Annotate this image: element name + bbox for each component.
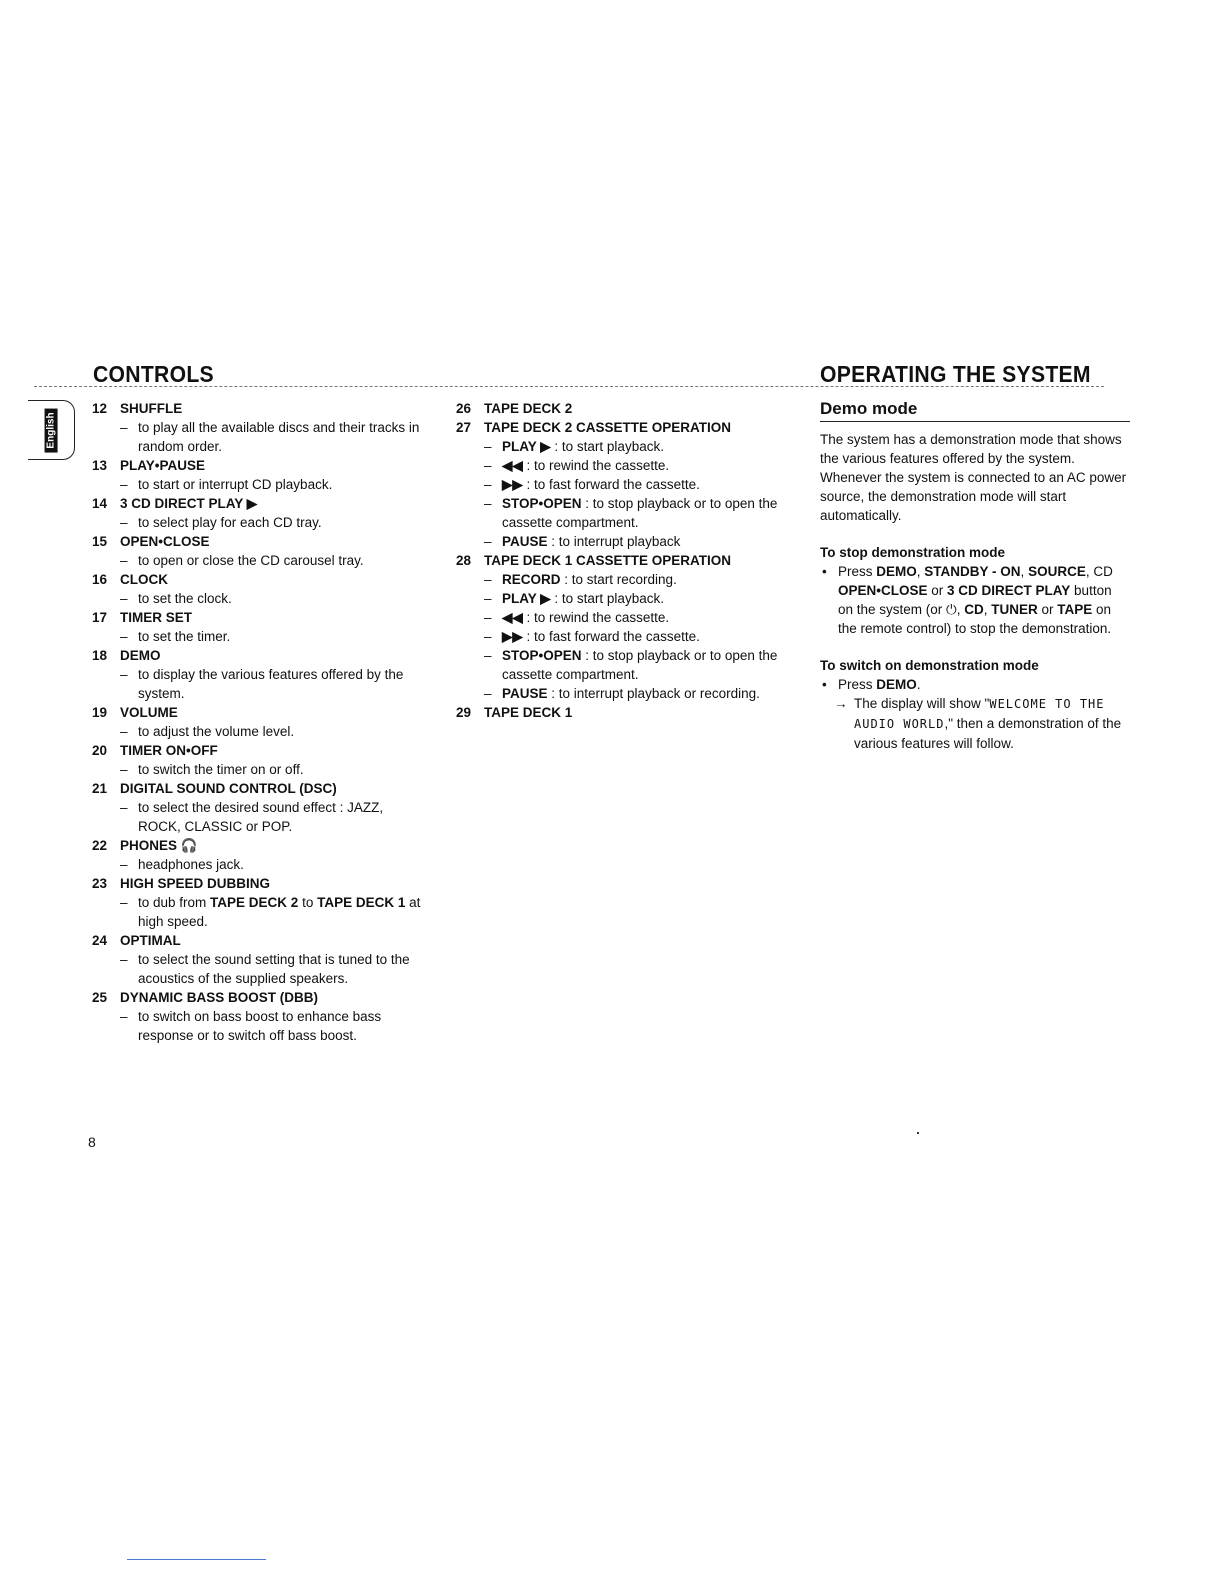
display-result — [820, 694, 1130, 753]
demo-mode-heading: Demo mode — [820, 399, 918, 418]
control-item-24 — [92, 931, 422, 988]
control-item-description: – to set the clock. — [120, 589, 422, 608]
control-item-description: – to set the timer. — [120, 627, 422, 646]
control-item-number: 29 — [456, 705, 472, 720]
control-item-description: – to select the sound setting that is tuned to the acoustics of the supplied speakers. — [120, 950, 422, 988]
control-item-title: TIMER SET — [120, 610, 193, 625]
control-item-title: SHUFFLE — [120, 401, 183, 416]
control-item-title: OPEN•CLOSE — [120, 534, 210, 549]
control-item-16 — [92, 570, 422, 608]
control-item-number: 28 — [456, 553, 472, 568]
control-item-number: 25 — [92, 990, 108, 1005]
control-item-title: PLAY•PAUSE — [120, 458, 206, 473]
control-item-title: DEMO — [120, 648, 161, 663]
control-item-description: – PAUSE : to interrupt playback or recording. — [484, 684, 786, 703]
control-item-description: – PAUSE : to interrupt playback — [484, 532, 786, 551]
control-item-27 — [456, 418, 786, 551]
control-item-number: 22 — [92, 838, 108, 853]
control-item-number: 19 — [92, 705, 108, 720]
control-item-number: 27 — [456, 420, 472, 435]
control-item-number: 17 — [92, 610, 108, 625]
control-item-26 — [456, 399, 786, 418]
control-item-description: – ▶▶ : to fast forward the cassette. — [484, 475, 786, 494]
control-item-number: 20 — [92, 743, 108, 758]
control-item-description: – STOP•OPEN : to stop playback or to open the cassette compartment. — [484, 646, 786, 684]
controls-column-1 — [92, 399, 422, 1045]
operating-title: OPERATING THE SYSTEM — [820, 361, 1091, 387]
control-item-title: 3 CD DIRECT PLAY ▶ — [120, 496, 258, 511]
control-item-23 — [92, 874, 422, 931]
control-item-description: – to switch the timer on or off. — [120, 760, 422, 779]
control-item-title: TAPE DECK 1 CASSETTE OPERATION — [484, 553, 732, 568]
control-item-number: 14 — [92, 496, 108, 511]
control-item-15 — [92, 532, 422, 570]
control-item-number: 23 — [92, 876, 108, 891]
control-item-title: CLOCK — [120, 572, 168, 587]
control-item-number: 18 — [92, 648, 108, 663]
control-item-description: – to adjust the volume level. — [120, 722, 422, 741]
control-item-title: TAPE DECK 2 — [484, 401, 573, 416]
controls-title: CONTROLS — [93, 361, 214, 387]
control-item-title: VOLUME — [120, 705, 178, 720]
control-item-12 — [92, 399, 422, 456]
control-item-description: – RECORD : to start recording. — [484, 570, 786, 589]
control-item-25 — [92, 988, 422, 1045]
control-item-description: – to switch on bass boost to enhance bass response or to switch off bass boost. — [120, 1007, 422, 1045]
language-tab-label: English — [45, 408, 58, 452]
control-item-description: – to open or close the CD carousel tray. — [120, 551, 422, 570]
control-item-description: – ◀◀ : to rewind the cassette. — [484, 608, 786, 627]
demo-intro: The system has a demonstration mode that shows the various features offered by the system. Whenever the system is connected to an AC power source, the demonstration mode will start automatically. — [820, 432, 1127, 523]
control-item-title: DIGITAL SOUND CONTROL (DSC) — [120, 781, 337, 796]
language-tab — [28, 400, 75, 460]
control-item-description: – ◀◀ : to rewind the cassette. — [484, 456, 786, 475]
control-item-number: 24 — [92, 933, 108, 948]
control-item-title: OPTIMAL — [120, 933, 181, 948]
control-item-17 — [92, 608, 422, 646]
switch-demo-heading: To switch on demonstration mode — [820, 658, 1039, 673]
control-item-description: – PLAY ▶ : to start playback. — [484, 589, 786, 608]
control-item-29 — [456, 703, 786, 722]
display-result-post: ," then a demonstration of the various features will follow. — [854, 716, 1122, 751]
control-item-21 — [92, 779, 422, 836]
demo-mode-rule — [820, 421, 1130, 422]
stop-demo-instruction: • Press DEMO, STANDBY - ON, SOURCE, CD OPEN•CLOSE or 3 CD DIRECT PLAY button on the system (or ⏻, CD, TUNER or TAPE on the remote control) to stop the demonstration. — [820, 562, 1130, 638]
footer-rule — [127, 1559, 266, 1560]
control-item-number: 16 — [92, 572, 108, 587]
operating-column — [820, 399, 1130, 753]
control-item-title: DYNAMIC BASS BOOST (DBB) — [120, 990, 318, 1005]
control-item-13 — [92, 456, 422, 494]
control-item-number: 15 — [92, 534, 108, 549]
scan-speck — [917, 1132, 919, 1134]
control-item-28 — [456, 551, 786, 703]
control-item-14 — [92, 494, 422, 532]
control-item-title: TAPE DECK 2 CASSETTE OPERATION — [484, 420, 732, 435]
control-item-19 — [92, 703, 422, 741]
switch-demo-instruction: • Press DEMO. — [820, 675, 1130, 694]
control-item-number: 21 — [92, 781, 108, 796]
control-item-number: 13 — [92, 458, 108, 473]
control-item-title: TIMER ON•OFF — [120, 743, 218, 758]
control-item-description: – PLAY ▶ : to start playback. — [484, 437, 786, 456]
display-result-pre: The display will show " — [854, 696, 990, 711]
control-item-description: – to select play for each CD tray. — [120, 513, 422, 532]
control-item-description: – ▶▶ : to fast forward the cassette. — [484, 627, 786, 646]
control-item-number: 26 — [456, 401, 472, 416]
controls-column-2 — [456, 399, 786, 722]
control-item-title: HIGH SPEED DUBBING — [120, 876, 271, 891]
control-item-18 — [92, 646, 422, 703]
control-item-description: – to display the various features offered by the system. — [120, 665, 422, 703]
control-item-description: – headphones jack. — [120, 855, 422, 874]
control-item-title: PHONES 🎧 — [120, 838, 198, 853]
control-item-title: TAPE DECK 1 — [484, 705, 573, 720]
control-item-20 — [92, 741, 422, 779]
control-item-description: – to dub from TAPE DECK 2 to TAPE DECK 1 at high speed. — [120, 893, 422, 931]
stop-demo-heading: To stop demonstration mode — [820, 545, 1005, 560]
control-item-number: 12 — [92, 401, 108, 416]
control-item-description: – to start or interrupt CD playback. — [120, 475, 422, 494]
control-item-description: – to select the desired sound effect : JAZZ, ROCK, CLASSIC or POP. — [120, 798, 422, 836]
lcd-display-text: WELCOME TO THE AUDIO WORLD — [854, 697, 1105, 731]
header-rule — [34, 386, 1104, 387]
control-item-description: – STOP•OPEN : to stop playback or to open the cassette compartment. — [484, 494, 786, 532]
control-item-description: – to play all the available discs and their tracks in random order. — [120, 418, 422, 456]
control-item-22 — [92, 836, 422, 874]
page-number: 8 — [88, 1134, 96, 1150]
